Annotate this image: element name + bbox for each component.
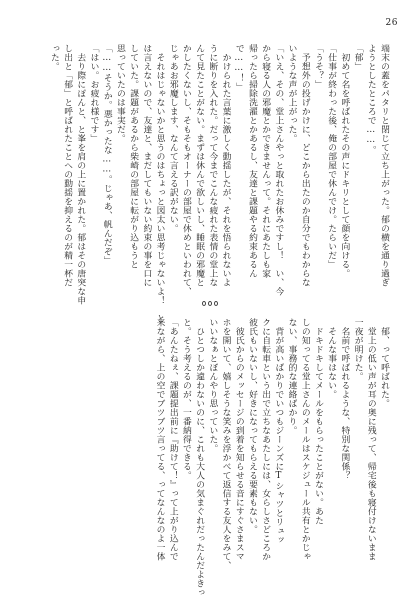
text-line: かしたくないし、そもそもオーナーの部屋で休めといわれて、 [180,44,191,296]
page-number: 26 [385,18,398,28]
text-line: ようとしたところで……。 [365,44,376,155]
text-line: ひとつしか違わないのに、これも大人の気まぐれだったんだよきっ [194,318,205,597]
text-line: 予想外の投げかけに、どこから出たのか自分でもわからな [299,44,310,287]
text-line: 「……そうか。悪かったな……。じゃあ、帆んだぞ」 [101,44,112,265]
text-line: じゃあお邪魔します、なんて言える訳がない。 [167,44,178,233]
text-line: いような声が上がった。 [286,44,297,143]
ornament-dot [214,301,218,306]
text-line: 去り際にぽんと、と峯を肩の上に置かれた。郁はその唐突な申 [75,44,86,305]
upper-text-block [28,44,390,323]
text-line: 名前で呼ばれるような、特別な関係？ [339,318,350,480]
text-line: 「いえ、その、堂上さんやっと取れたお休みですし！ い、今 [273,44,284,296]
text-line: ホを開いて、嬉しそうな笑みを浮かべて返信する友人をみて、 [220,318,231,570]
text-line: 堂上の低い声が耳の奥に残って、帰宅後も寝付けないまま [365,318,376,561]
text-line: 彼氏もいないし、好きになってもらえる要素もない。 [246,318,257,534]
text-line: 彼氏からのメッセージの到着を知らせる音にすぐさまスマ [233,318,244,561]
text-line: そんな事はない。 [326,318,337,399]
text-line: それはじゃないかと思うのはちょっと図太い思考じゃないよ！ と [154,44,165,323]
ornament-dot [202,301,206,306]
text-line: 「あんたねぇ、課題提出前に『助けて！』って上がり込んで [167,318,178,561]
text-line: 背が高いばかりでいつもジーンズにTシャツとリュッ [273,318,284,545]
text-line: うに断りを入れた。だって今までこんな疲れた表情の堂上な [207,44,218,287]
text-line: しの知ってる堂上さんのメールはスケジュール共有とかじゃ [299,318,310,561]
text-line: していた。課題があるから柴崎の部屋に転がり込もうと [128,44,139,269]
text-line: ない、事務的な連絡ばかり。 [286,318,297,435]
text-line: 初めて名を呼ばれたその声にドキリとして顔を向ける。 [339,44,350,278]
text-line: は言えないので、友達と、まだしてもいない約束の事を口に [141,44,152,287]
text-line: 一夜が明けた。 [352,318,363,381]
scene-break-ornament [202,301,218,307]
text-line: 来ながら、上の空でブツブツ言ってる、ってなんなのよ一体 [154,318,165,561]
text-line: 帰ったら掃除洗濯とかあるし、友達と課題やる約束あるん [246,44,257,278]
text-line: った。 [48,44,59,71]
text-line: 「はい。お疲れ様です」 [88,44,99,143]
text-line: から寝る人の邪魔とかできませんって。それにあたしも家 [260,44,271,278]
ornament-dot [208,301,212,306]
text-line: 「仕事が終わった後、俺の部屋で休んでけ。たらいだ」 [326,44,337,269]
text-line: かけられた言葉に激しく動揺したが、それを悟られないよ [220,44,231,287]
text-line: 「うそ？」 [312,44,323,89]
text-line: 「郁」 [352,44,363,71]
text-line: 郁、って呼ばれた。 [379,318,389,408]
text-line: んて見たことがない。まずは休んで欲しいし、睡眠の邪魔と [194,44,205,287]
text-line: クに自転車という出で立ちなあたしには、女らしさどころか [260,318,271,561]
text-line: 思っていたのは事実だ。 [114,44,125,143]
text-line: いいなぁとぼんやり思っていた。 [207,318,218,453]
text-line: し出と「郁」と呼ばれたことへの動揺を抑えるのが精一杯だ [62,44,73,287]
text-line: で……！」 [233,44,244,92]
text-line: 端末の蓋をパタリと閉じて立ち上がった。郁の横を通り過ぎ [379,44,389,287]
lower-text-block [28,318,390,597]
text-line: と。そう考えるのが、一番納得できる。 [180,318,191,480]
text-line: ドキドキしてメールをもらったことがない。あた [312,318,323,525]
